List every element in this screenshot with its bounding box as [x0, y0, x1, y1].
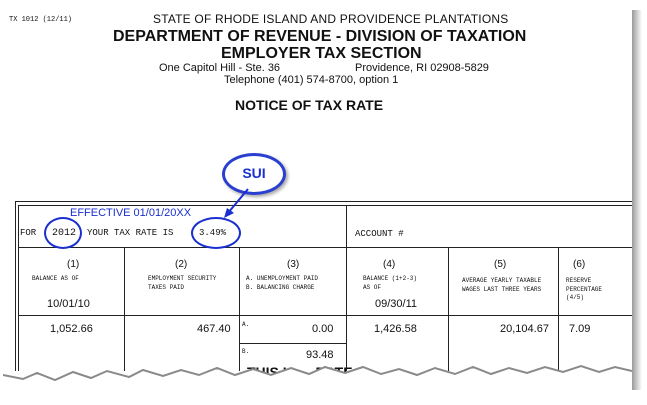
column-3-number: (3): [287, 259, 300, 270]
taxes-paid-value: 467.40: [197, 323, 231, 335]
account-label: ACCOUNT #: [355, 229, 404, 239]
rate-row-divider: [18, 247, 632, 248]
tax-rate: 3.49%: [199, 228, 227, 238]
balance-value: 1,426.58: [374, 323, 417, 335]
average-wages-value: 20,104.67: [500, 323, 549, 335]
table-top-border-inner: [18, 205, 632, 206]
form-number: TX 1012 (12/11): [9, 16, 73, 24]
column-1-date: 10/01/10: [47, 298, 90, 310]
reserve-percentage-value: 7.09: [569, 323, 591, 335]
column-3-label-line1: A. UNEMPLOYMENT PAID: [246, 275, 319, 282]
column-6-number: (6): [573, 259, 586, 270]
telephone: Telephone (401) 574-8700, option 1: [224, 74, 399, 86]
column-3-label-line2: B. BALANCING CHARGE: [246, 284, 315, 291]
column-4-label-line1: BALANCE (1+2-3): [363, 275, 418, 282]
notice-title: NOTICE OF TAX RATE: [235, 97, 384, 113]
column-1-label: BALANCE AS OF: [32, 275, 79, 282]
column-4-date: 09/30/11: [375, 298, 418, 310]
sui-label: SUI: [242, 165, 266, 181]
balancing-charge-value: 93.48: [306, 349, 334, 361]
unemployment-paid-marker: A.: [242, 321, 250, 328]
column-6-label-line3: (4/5): [566, 294, 585, 301]
year-highlight-oval: [44, 217, 82, 249]
account-divider: [346, 205, 347, 247]
column-2-number: (2): [175, 259, 188, 270]
address-city: Providence, RI 02908-5829: [355, 62, 489, 74]
torn-edge: [3, 353, 632, 401]
table-top-border: [15, 201, 632, 202]
table-left-border: [15, 201, 16, 371]
column-5-label-line1: AVERAGE YEARLY TAXABLE: [462, 277, 542, 284]
table-left-border-inner: [18, 205, 19, 371]
column-6-label-line1: RESERVE: [566, 277, 592, 284]
section-name: EMPLOYER TAX SECTION: [221, 45, 422, 62]
state-name: STATE OF RHODE ISLAND AND PROVIDENCE PLANTATIONS: [153, 12, 509, 26]
callout-arrow: [218, 183, 258, 223]
unemployment-paid-value: 0.00: [312, 323, 334, 335]
address-street: One Capitol Hill - Ste. 36: [159, 62, 281, 74]
rate-label: YOUR TAX RATE IS: [87, 228, 174, 238]
column-5-number: (5): [494, 259, 507, 270]
for-label: FOR: [20, 228, 37, 238]
column-5-label-line2: WAGES LAST THREE YEARS: [462, 286, 542, 293]
column-6-label-line2: PERCENTAGE: [566, 286, 603, 293]
tax-notice-document: [3, 3, 632, 401]
column-4-number: (4): [383, 259, 396, 270]
balancing-charge-marker: B.: [242, 348, 250, 355]
tax-year: 2012: [52, 228, 77, 239]
column-3-split: [239, 343, 346, 344]
column-4-label-line2: AS OF: [363, 284, 382, 291]
column-1-number: (1): [67, 259, 80, 270]
column-2-label-line1: EMPLOYMENT SECURITY: [148, 275, 217, 282]
column-2-label-line2: TAXES PAID: [148, 284, 185, 291]
department-name: DEPARTMENT OF REVENUE - DIVISION OF TAXATION: [113, 28, 527, 45]
effective-date: EFFECTIVE 01/01/20XX: [70, 207, 192, 219]
header-row-divider: [18, 315, 632, 316]
page-shadow: [632, 10, 642, 390]
balance-as-of-value: 1,052.66: [50, 323, 93, 335]
